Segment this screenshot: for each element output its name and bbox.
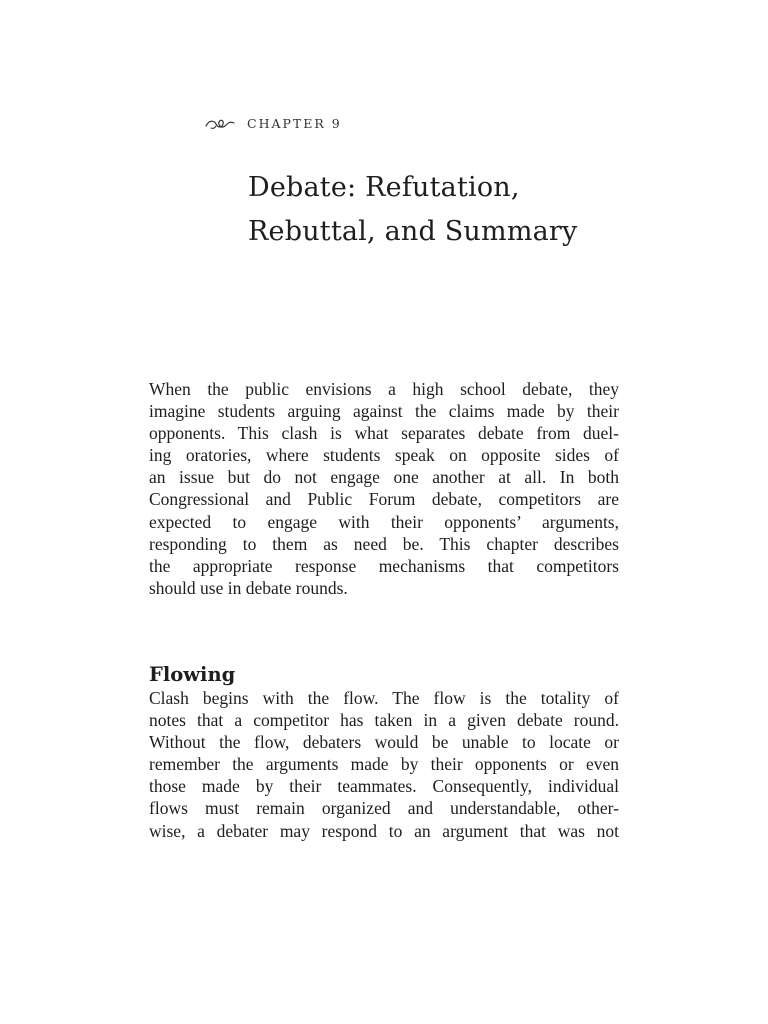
chapter-title-line: Rebuttal, and Summary bbox=[248, 216, 578, 247]
section-paragraph bbox=[149, 687, 619, 842]
text-line: flows must remain organized and understandable, other- bbox=[149, 798, 619, 819]
flourish-ornament-icon bbox=[205, 117, 235, 131]
text-line: Congressional and Public Forum debate, competitors are bbox=[149, 489, 619, 510]
chapter-title-line: Debate: Refutation, bbox=[248, 172, 520, 203]
text-line: the appropriate response mechanisms that competitors bbox=[149, 555, 619, 576]
text-line: responding to them as need be. This chapter describes bbox=[149, 533, 619, 554]
chapter-title bbox=[248, 166, 648, 254]
text-line: those made by their teammates. Consequently, individual bbox=[149, 776, 619, 797]
text-line: remember the arguments made by their opponents or even bbox=[149, 754, 619, 775]
text-line: opponents. This clash is what separates debate from duel- bbox=[149, 423, 619, 444]
text-line: When the public envisions a high school debate, they bbox=[149, 379, 619, 399]
chapter-number: CHAPTER 9 bbox=[247, 116, 342, 131]
section-heading: Flowing bbox=[149, 663, 236, 686]
text-line: notes that a competitor has taken in a given debate round. bbox=[149, 710, 619, 731]
text-line: Clash begins with the flow. The flow is the totality of bbox=[149, 688, 619, 708]
intro-paragraph bbox=[149, 378, 619, 599]
text-line: imagine students arguing against the claims made by their bbox=[149, 401, 619, 422]
text-line: an issue but do not engage one another at all. In both bbox=[149, 467, 619, 488]
text-line: wise, a debater may respond to an argument that was not bbox=[149, 820, 619, 841]
text-line: ing oratories, where students speak on opposite sides of bbox=[149, 445, 619, 466]
text-line: expected to engage with their opponents’ arguments, bbox=[149, 511, 619, 532]
chapter-label bbox=[205, 116, 342, 131]
text-line: Without the flow, debaters would be unable to locate or bbox=[149, 732, 619, 753]
text-line: should use in debate rounds. bbox=[149, 577, 348, 598]
